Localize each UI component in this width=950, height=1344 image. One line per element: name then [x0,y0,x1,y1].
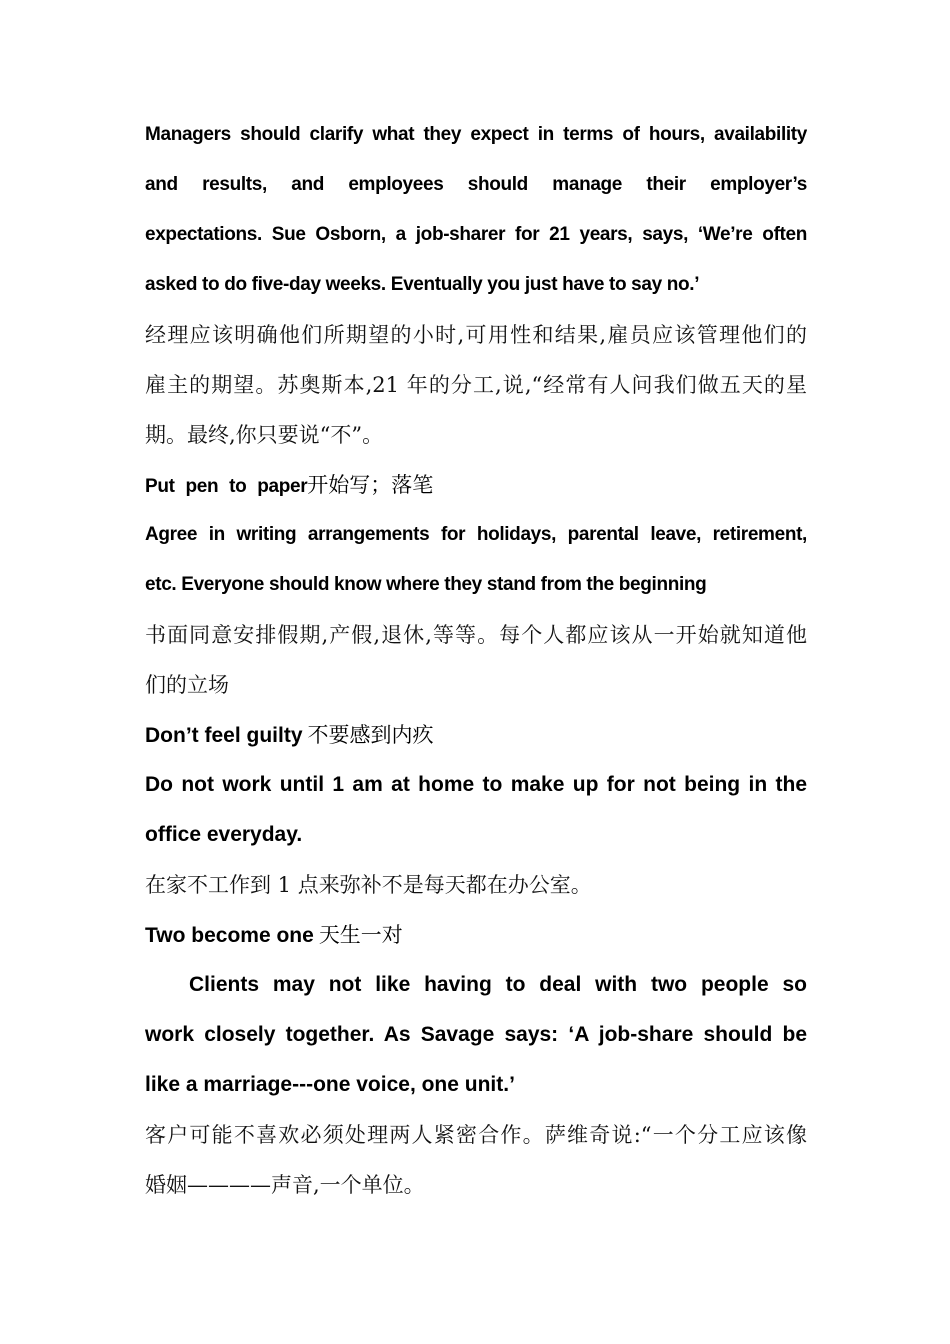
section-heading-dont-feel-guilty [145,710,807,760]
paragraph-line: work closely together. As Savage says: ‘A job-share should be [145,1023,807,1046]
paragraph-line: Managers should clarify what they expect in terms of hours, availability [145,124,807,145]
translation-line: 期。最终,你只要说“不”。 [145,423,384,447]
paragraph-line: asked to do five-day weeks. Eventually you just have to say no.’ [145,274,700,295]
heading-en: Two become one [145,924,314,947]
paragraph-line: expectations. Sue Osborn, a job-sharer for 21 years, says, ‘We’re often [145,224,807,245]
translation-line: 经理应该明确他们所期望的小时,可用性和结果,雇员应该管理他们的 [145,323,807,347]
paragraph-line: and results, and employees should manage their employer’s [145,174,807,195]
translation-line: 婚姻————声音,一个单位。 [145,1173,425,1197]
section-heading-pen-to-paper [145,460,807,510]
translation-line: 书面同意安排假期,产假,退休,等等。每个人都应该从一开始就知道他 [145,623,807,647]
heading-en: Don’t feel guilty [145,724,303,747]
heading-en: Put pen to paper [145,476,308,497]
paragraph-line: like a marriage---one voice, one unit.’ [145,1073,515,1096]
translation-line: 雇主的期望。苏奥斯本,21 年的分工,说,“经常有人问我们做五天的星 [145,373,807,397]
translation-line: 在家不工作到 1 点来弥补不是每天都在办公室。 [145,873,592,897]
heading-zh: 天生一对 [318,923,403,947]
paragraph-line: office everyday. [145,823,303,846]
paragraph-line: Do not work until 1 am at home to make up for not being in the [145,773,807,796]
section-heading-two-become-one [145,910,807,960]
translation-line: 客户可能不喜欢必须处理两人紧密合作。萨维奇说:“一个分工应该像 [145,1123,807,1147]
document-page [145,110,807,1210]
paragraph-line: etc. Everyone should know where they stand from the beginning [145,574,707,595]
paragraph-line: Agree in writing arrangements for holidays, parental leave, retirement, [145,524,807,545]
paragraph-line: Clients may not like having to deal with two people so [189,973,807,996]
translation-line: 们的立场 [145,673,229,697]
heading-zh: 开始写；落笔 [307,473,434,497]
heading-zh: 不要感到内疚 [307,723,434,747]
